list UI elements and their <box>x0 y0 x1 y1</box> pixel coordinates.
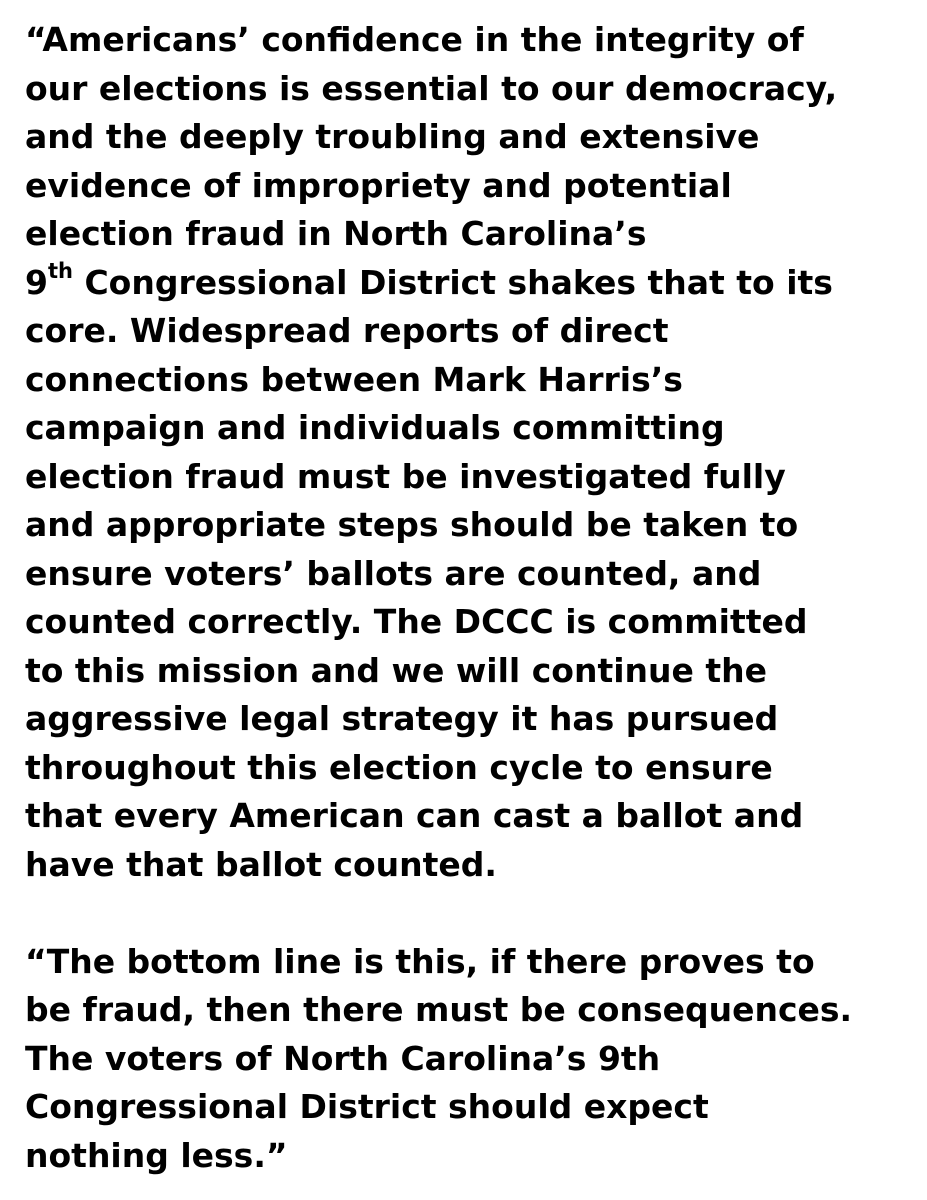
paragraph-spacer <box>25 889 919 938</box>
text-line: election fraud must be investigated fully <box>25 456 786 496</box>
text-line: ensure voters’ ballots are counted, and <box>25 553 762 593</box>
text-line: that every American can cast a ballot and <box>25 796 804 835</box>
text-line: Congressional District should expect <box>25 1087 709 1126</box>
paragraph-2 <box>25 938 919 1181</box>
text-line: nothing less.” <box>25 1135 288 1175</box>
text-line: core. Widespread reports of direct <box>25 311 669 350</box>
text-line: election fraud in North Carolina’s <box>25 214 647 253</box>
ordinal-suffix: th <box>47 259 73 284</box>
text-line: and appropriate steps should be taken to <box>25 505 799 544</box>
text-line: aggressive legal strategy it has pursued <box>25 699 779 738</box>
text-line: connections between Mark Harris’s <box>25 359 683 399</box>
text-line: our elections is essential to our democracy, <box>25 68 838 108</box>
line-remainder: Congressional District shakes that to its <box>72 262 833 302</box>
text-line: counted correctly. The DCCC is committed <box>25 602 808 641</box>
text-line: campaign and individuals committing <box>25 408 725 447</box>
text-line: have that ballot counted. <box>25 844 497 884</box>
text-line: be fraud, then there must be consequences. <box>25 990 853 1029</box>
ordinal-number: 9 <box>25 262 48 302</box>
paragraph-1 <box>25 16 919 889</box>
text-line: evidence of impropriety and potential <box>25 165 732 205</box>
text-line: and the deeply troubling and extensive <box>25 117 760 156</box>
text-line: “Americans’ confidence in the integrity of <box>25 20 804 59</box>
text-line: “The bottom line is this, if there proves to <box>25 941 815 981</box>
text-line: The voters of North Carolina’s 9th <box>25 1038 661 1078</box>
text-line: to this mission and we will continue the <box>25 650 768 690</box>
text-line-superscript <box>25 259 919 308</box>
text-line: throughout this election cycle to ensure <box>25 747 773 787</box>
